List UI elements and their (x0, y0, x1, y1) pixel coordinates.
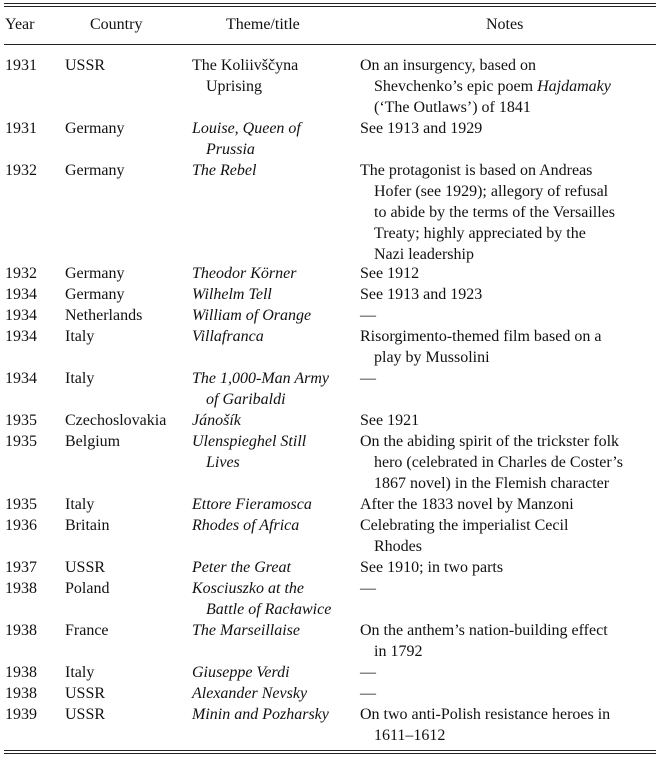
bottom-rule-1 (4, 750, 656, 751)
notes-text: The protagonist is based on Andreas (360, 162, 593, 179)
cell-notes (360, 305, 658, 326)
cell-notes (360, 368, 658, 389)
cell-year: 1932 (5, 162, 37, 179)
cell-notes (360, 557, 658, 578)
cell-notes (360, 55, 658, 118)
notes-line (360, 284, 658, 305)
notes-line (360, 431, 658, 452)
cell-title (192, 326, 354, 347)
cell-notes (360, 410, 658, 431)
cell-year: 1934 (5, 370, 37, 387)
cell-country: Germany (65, 162, 125, 179)
notes-line (360, 347, 658, 368)
notes-text: hero (celebrated in Charles de Coster’s (374, 454, 623, 471)
cell-title (192, 620, 354, 641)
notes-line (360, 244, 658, 265)
notes-text: After the 1833 novel by Manzoni (360, 496, 574, 513)
notes-text: 1867 novel) in the Flemish character (374, 475, 610, 492)
cell-notes (360, 620, 658, 662)
cell-year: 1934 (5, 307, 37, 324)
title-line: Minin and Pozharsky (192, 706, 329, 723)
title-line: The Koliivščyna (192, 57, 299, 74)
notes-line (360, 704, 658, 725)
title-line: Alexander Nevsky (192, 685, 308, 702)
notes-line (360, 725, 658, 746)
notes-text: — (360, 370, 376, 387)
notes-line (360, 223, 658, 244)
cell-year: 1938 (5, 664, 37, 681)
title-line: Louise, Queen of (192, 120, 301, 137)
notes-line (360, 202, 658, 223)
notes-text: See 1910; in two parts (360, 559, 504, 576)
notes-line (360, 118, 658, 139)
cell-country: France (65, 622, 109, 639)
cell-country: Netherlands (65, 307, 143, 324)
notes-line (360, 55, 658, 76)
cell-title (192, 515, 354, 536)
notes-line (360, 326, 658, 347)
cell-title (192, 118, 354, 160)
header-country: Country (90, 16, 143, 33)
cell-year: 1931 (5, 57, 37, 74)
notes-line (360, 452, 658, 473)
cell-title (192, 368, 354, 410)
notes-text: Shevchenko’s epic poem (374, 78, 534, 95)
title-line: of Garibaldi (206, 391, 286, 408)
bottom-rule-2 (4, 753, 656, 754)
cell-country: USSR (65, 706, 106, 723)
notes-italic-title: Hajdamaky (533, 78, 611, 95)
title-line: Lives (206, 454, 240, 471)
cell-notes (360, 160, 658, 265)
notes-text: On two anti-Polish resistance heroes in (360, 706, 611, 723)
cell-title (192, 662, 354, 683)
notes-line (360, 494, 658, 515)
notes-line (360, 515, 658, 536)
notes-text: See 1913 and 1929 (360, 120, 483, 137)
title-line: Prussia (206, 141, 255, 158)
notes-text: Rhodes (374, 538, 422, 555)
title-line: Giuseppe Verdi (192, 664, 290, 681)
notes-line (360, 662, 658, 683)
cell-country: Czechoslovakia (65, 412, 167, 429)
cell-title (192, 683, 354, 704)
cell-title (192, 55, 354, 97)
title-line: Battle of Racławice (206, 601, 332, 618)
cell-year: 1937 (5, 559, 37, 576)
cell-country: Germany (65, 286, 125, 303)
notes-text: Treaty; highly appreciated by the (374, 225, 586, 242)
cell-country: Germany (65, 120, 125, 137)
cell-year: 1934 (5, 286, 37, 303)
cell-notes (360, 515, 658, 557)
cell-year: 1936 (5, 517, 37, 534)
title-line: The Marseillaise (192, 622, 300, 639)
cell-title (192, 284, 354, 305)
notes-text: (‘The Outlaws’) of 1841 (374, 99, 531, 116)
cell-year: 1938 (5, 580, 37, 597)
notes-text: On the anthem’s nation-building effect (360, 622, 608, 639)
title-line: The 1,000-Man Army (192, 370, 330, 387)
cell-title (192, 431, 354, 473)
cell-title (192, 410, 354, 431)
cell-year: 1932 (5, 265, 37, 282)
cell-notes (360, 662, 658, 683)
cell-country: Germany (65, 265, 125, 282)
notes-text: 1611–1612 (374, 727, 446, 744)
header-title: Theme/title (226, 16, 300, 33)
notes-text: — (360, 580, 376, 597)
top-rule-2 (4, 6, 656, 7)
notes-text: — (360, 685, 376, 702)
notes-line (360, 160, 658, 181)
cell-title (192, 704, 354, 725)
notes-line (360, 620, 658, 641)
cell-notes (360, 578, 658, 599)
notes-text: Risorgimento-themed film based on a (360, 328, 602, 345)
top-rule-1 (4, 3, 656, 4)
notes-text: Hofer (see 1929); allegory of refusal (374, 183, 609, 200)
notes-line (360, 97, 658, 118)
title-line: Wilhelm Tell (192, 286, 272, 303)
cell-year: 1938 (5, 685, 37, 702)
title-line: Ettore Fieramosca (192, 496, 312, 513)
cell-title (192, 578, 354, 620)
cell-country: Britain (65, 517, 110, 534)
notes-line (360, 683, 658, 704)
notes-line (360, 410, 658, 431)
cell-title (192, 305, 354, 326)
title-line: William of Orange (192, 307, 312, 324)
cell-country: Italy (65, 496, 95, 513)
cell-notes (360, 704, 658, 746)
notes-line (360, 641, 658, 662)
notes-line (360, 536, 658, 557)
cell-year: 1938 (5, 622, 37, 639)
title-line: Villafranca (192, 328, 264, 345)
cell-country: Italy (65, 328, 95, 345)
title-line: Theodor Körner (192, 265, 297, 282)
cell-year: 1935 (5, 412, 37, 429)
notes-line (360, 76, 658, 97)
cell-notes (360, 683, 658, 704)
cell-country: USSR (65, 559, 106, 576)
notes-text: — (360, 664, 376, 681)
notes-line (360, 263, 658, 284)
notes-line (360, 578, 658, 599)
notes-line (360, 473, 658, 494)
cell-notes (360, 284, 658, 305)
notes-line (360, 181, 658, 202)
cell-country: Belgium (65, 433, 121, 450)
header-rule (4, 44, 656, 45)
header-year: Year (5, 16, 35, 33)
notes-text: On the abiding spirit of the trickster folk (360, 433, 620, 450)
notes-text: See 1913 and 1923 (360, 286, 483, 303)
title-line: Uprising (206, 78, 262, 95)
title-line: Rhodes of Africa (192, 517, 300, 534)
notes-line (360, 368, 658, 389)
cell-title (192, 263, 354, 284)
cell-country: Italy (65, 370, 95, 387)
cell-year: 1939 (5, 706, 37, 723)
cell-notes (360, 494, 658, 515)
notes-text: On an insurgency, based on (360, 57, 536, 74)
cell-title (192, 557, 354, 578)
notes-text: — (360, 307, 376, 324)
title-line: The Rebel (192, 162, 257, 179)
notes-text: See 1921 (360, 412, 420, 429)
cell-title (192, 160, 354, 181)
notes-text: Nazi leadership (374, 246, 474, 263)
cell-country: Italy (65, 664, 95, 681)
cell-notes (360, 431, 658, 494)
cell-year: 1931 (5, 120, 37, 137)
notes-text: play by Mussolini (374, 349, 490, 366)
cell-notes (360, 263, 658, 284)
notes-line (360, 305, 658, 326)
cell-title (192, 494, 354, 515)
header-notes: Notes (486, 16, 524, 33)
cell-country: USSR (65, 685, 106, 702)
notes-text: See 1912 (360, 265, 420, 282)
title-line: Kosciuszko at the (192, 580, 304, 597)
title-line: Jánošík (192, 412, 241, 429)
title-line: Ulenspieghel Still (192, 433, 307, 450)
cell-year: 1935 (5, 496, 37, 513)
cell-year: 1934 (5, 328, 37, 345)
cell-country: USSR (65, 57, 106, 74)
cell-notes (360, 326, 658, 368)
cell-year: 1935 (5, 433, 37, 450)
cell-country: Poland (65, 580, 110, 597)
notes-text: Celebrating the imperialist Cecil (360, 517, 569, 534)
notes-line (360, 557, 658, 578)
notes-text: in 1792 (374, 643, 423, 660)
notes-text: to abide by the terms of the Versailles (374, 204, 615, 221)
cell-notes (360, 118, 658, 139)
title-line: Peter the Great (192, 559, 291, 576)
